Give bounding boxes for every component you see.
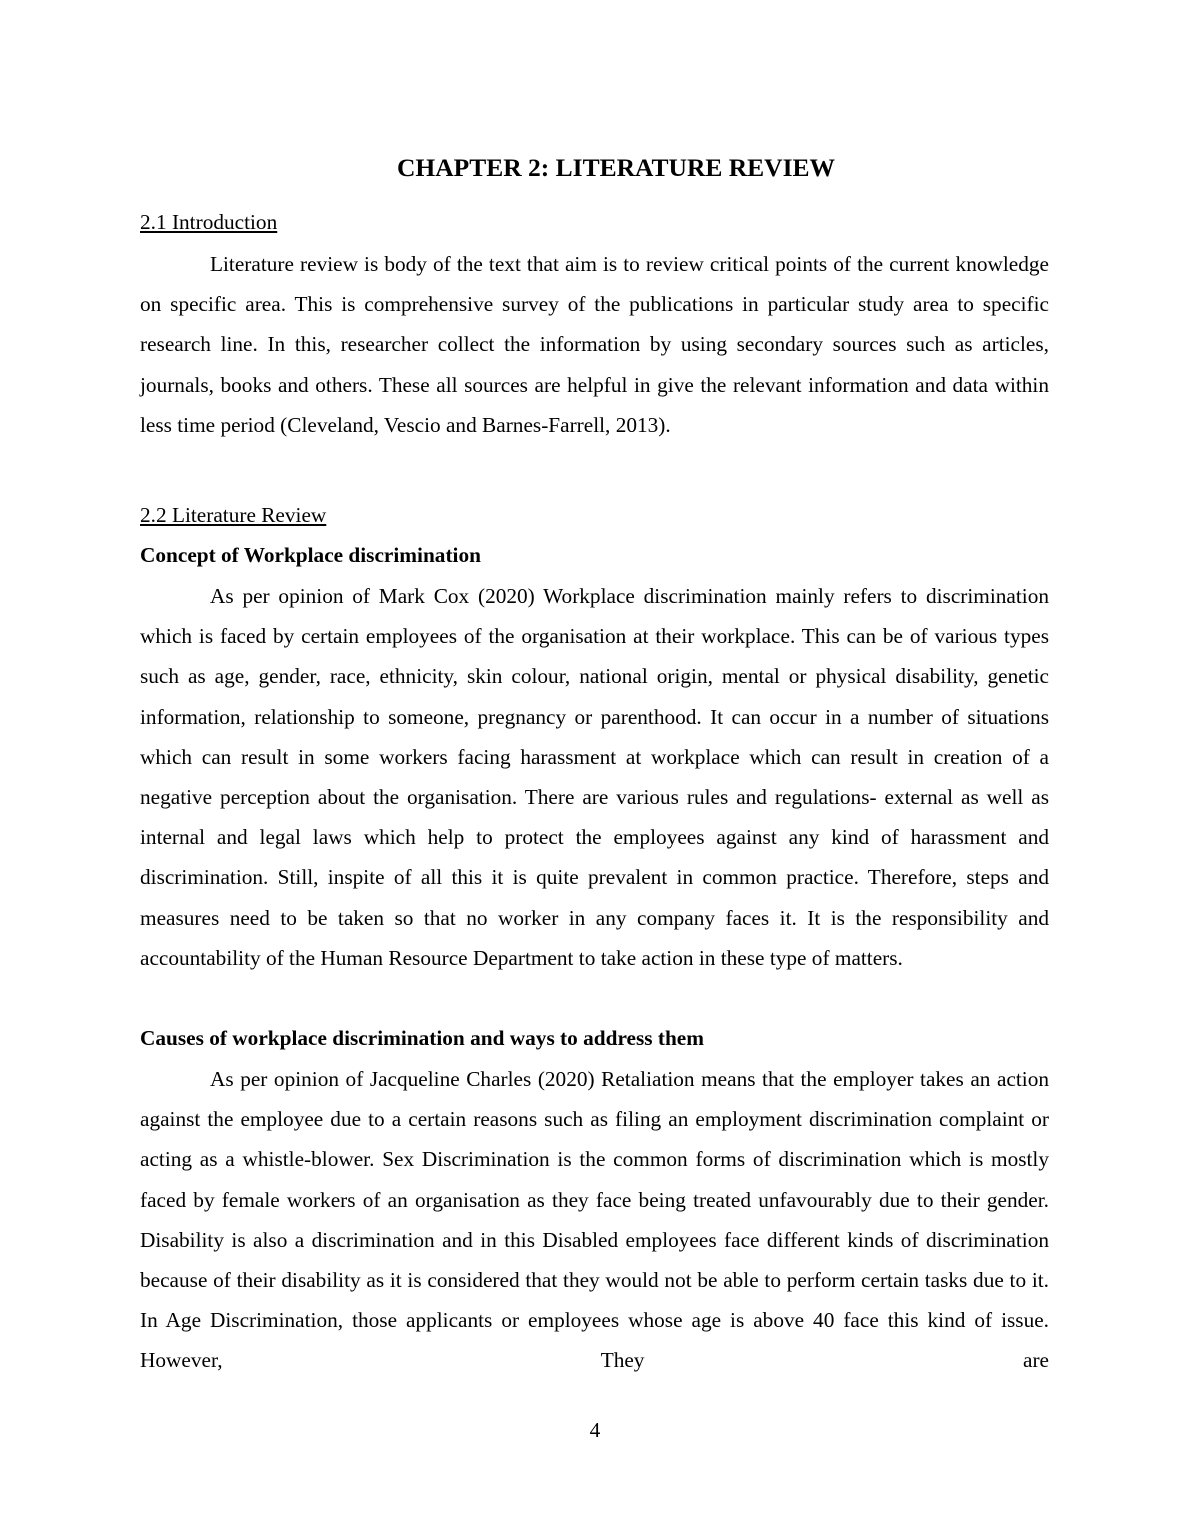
chapter-title: CHAPTER 2: LITERATURE REVIEW — [396, 153, 836, 182]
concept-paragraph: As per opinion of Mark Cox (2020) Workplace discrimination mainly refers to discrimination which is faced by certain employees of the organisation at their workplace. This can be of various types such as age, gender, race, ethnicity, skin colour, national origin, mental or physical disability, genetic information, relationship to someone, pregnancy or parenthood. It can occur in a number of situations which can result in some workers facing harassment at workplace which can result in creation of a negative perception about the organisation. There are various rules and regulations- external as well as internal and legal laws which help to protect the employees against any kind of harassment and discrimination. Still, inspite of all this it is quite prevalent in common practice. Therefore, steps and measures need to be taken so that no worker in any company faces it. It is the responsibility and accountability of the Human Resource Department to take action in these type of matters. — [140, 584, 1049, 970]
page-number: 4 — [589, 1418, 601, 1442]
causes-paragraph: As per opinion of Jacqueline Charles (2020) Retaliation means that the employer takes an action against the employee due to a certain reasons such as filing an employment discrimination complaint or acting as a whistle-blower. Sex Discrimination is the common forms of discrimination which is mostly faced by female workers of an organisation as they face being treated unfavourably due to their gender. Disability is also a discrimination and in this Disabled employees face different kinds of discrimination because of their disability as it is considered that they would not be able to perform certain tasks due to it. In Age Discrimination, those applicants or employees whose age is above 40 face this kind of issue. However, They are — [140, 1067, 1049, 1373]
section-heading-literature-review: 2.2 Literature Review — [140, 503, 327, 527]
subheading-causes-of-workplace-discrimination: Causes of workplace discrimination and ways to address them — [140, 1026, 705, 1050]
section-heading-introduction: 2.1 Introduction — [140, 210, 278, 234]
subheading-concept-of-workplace-discrimination: Concept of Workplace discrimination — [140, 543, 481, 567]
introduction-paragraph: Literature review is body of the text that aim is to review critical points of the current knowledge on specific area. This is comprehensive survey of the publications in particular study area to specific research line. In this, researcher collect the information by using secondary sources such as articles, journals, books and others. These all sources are helpful in give the relevant information and data within less time period (Cleveland, Vescio and Barnes-Farrell, 2013). — [140, 252, 1049, 437]
